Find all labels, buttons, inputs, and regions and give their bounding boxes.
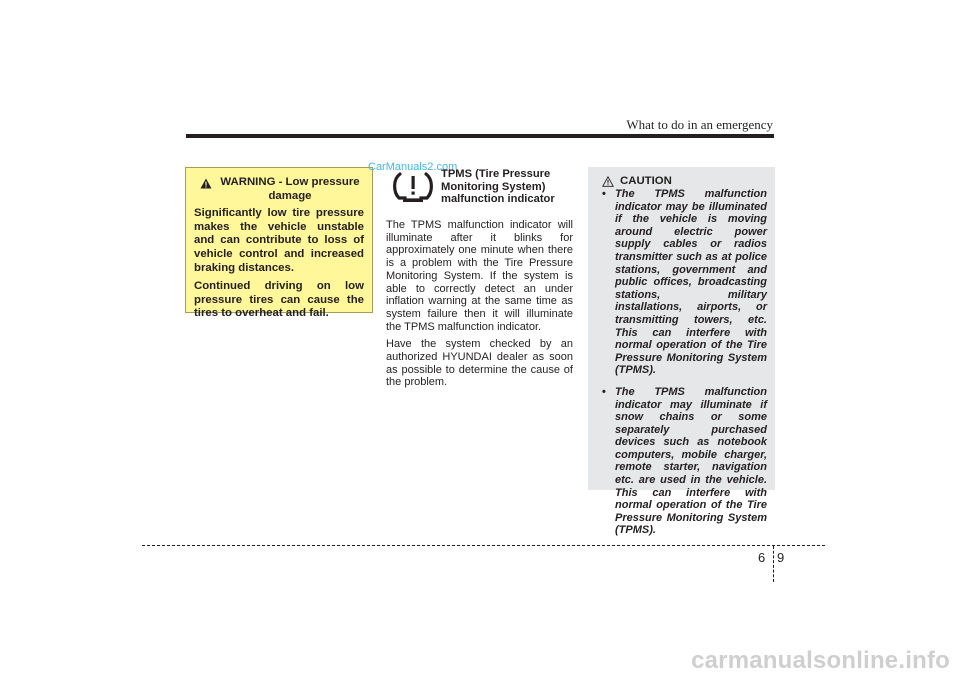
- caution-item: • The TPMS malfunction indicator may be illuminated if the vehicle is moving around electric power supply cables or radios transmitter such as at police stations, government and public offices, broadcasting stations, military installations, airports, or transmitting towers, etc. This can interfere with normal operation of the Tire Pressure Monitoring System (TPMS).: [602, 188, 767, 377]
- warning-title: [216, 176, 364, 203]
- warning-box: [185, 167, 373, 320]
- site-watermark: carmanualsonline.info: [691, 647, 950, 674]
- watermark-link[interactable]: CarManuals2.com: [368, 161, 458, 173]
- caution-list: [602, 188, 767, 537]
- tpms-heading: [441, 168, 581, 206]
- warning-label: WARNING - Low pressure: [220, 176, 360, 188]
- footer-rule: [142, 545, 825, 546]
- header-rule: [186, 134, 774, 138]
- caution-box: [588, 167, 775, 537]
- tpms-paragraph: The TPMS malfunction indicator will illuminate after it blinks for approximately one minute when there is a problem with the Tire Pressure Monitoring System. If the system is able to correctly detect an under inflation warning at the same time as system failure then it will illuminate the TPMS malfunction indicator.: [386, 219, 573, 333]
- tpms-warning-icon: [391, 170, 435, 203]
- tpms-heading-line: TPMS (Tire Pressure: [441, 168, 551, 180]
- page-number: 9: [777, 550, 785, 565]
- tpms-body: [386, 219, 573, 394]
- tpms-paragraph: Have the system checked by an authorized HYUNDAI dealer as soon as possible to determine the cause of the problem.: [386, 338, 573, 389]
- chapter-number: 6: [758, 550, 766, 565]
- warning-paragraph: Continued driving on low pressure tires can cause the tires to overheat and fail.: [194, 280, 364, 320]
- warning-header: [194, 176, 364, 203]
- caution-item: • The TPMS malfunction indicator may illuminate if snow chains or some separately purchased devices such as notebook computers, mobile charger, remote starter, navigation etc. are used in the vehicle. This can interfere with normal operation of the Tire Pressure Monitoring System (TPMS).: [602, 386, 767, 537]
- caution-header: [602, 175, 767, 187]
- warning-triangle-icon: [200, 178, 212, 189]
- warning-paragraph: Significantly low tire pressure makes the vehicle unstable and can contribute to loss of vehicle control and increased braking distances.: [194, 207, 364, 274]
- caution-label: CAUTION: [620, 175, 672, 187]
- tpms-heading-line: Monitoring System): [441, 180, 546, 193]
- header-title: What to do in an emergency: [626, 117, 773, 132]
- tpms-heading-line: malfunction indicator: [441, 193, 555, 206]
- footer-divider: [773, 546, 774, 582]
- warning-label-line2: damage: [268, 189, 312, 202]
- caution-triangle-icon: [602, 176, 614, 187]
